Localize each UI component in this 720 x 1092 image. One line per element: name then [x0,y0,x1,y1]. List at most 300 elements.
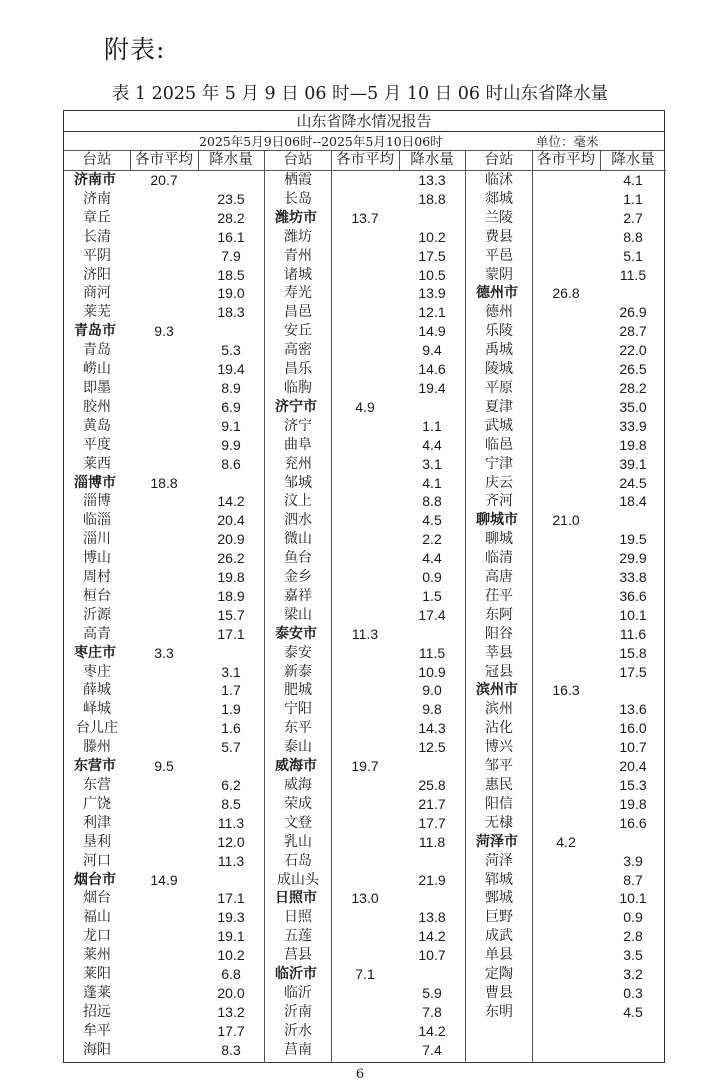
city-average [331,814,399,833]
precipitation-value: 6.9 [221,398,241,415]
city-row [466,833,666,852]
city-average [532,814,600,833]
precipitation-value: 19.8 [619,436,647,453]
station-name: 青州 [284,247,312,264]
city-average [130,568,198,587]
column-group-3 [466,151,666,1063]
station-row [466,795,666,814]
station-row [265,719,465,738]
station-row [265,776,465,795]
station-name: 烟台 [83,890,111,907]
city-average [130,341,198,360]
station-name: 淄博市 [74,474,116,491]
station-row [64,266,264,285]
city-average: 9.5 [154,758,174,775]
station-row [265,908,465,927]
column-group-1 [64,151,264,1063]
station-row [265,568,465,587]
station-row [265,303,465,322]
city-average [331,568,399,587]
station-row [265,455,465,474]
station-name: 宁阳 [284,701,312,718]
precipitation-value: 3.2 [623,966,643,983]
station-name: 周村 [83,569,111,586]
header-precipitation: 降水量 [410,152,454,168]
precipitation-value: 8.9 [221,379,241,396]
station-row [466,719,666,738]
city-average [130,398,198,417]
precipitation-value [399,889,465,908]
city-average [331,946,399,965]
station-row [64,549,264,568]
station-name: 沂南 [284,1003,312,1020]
city-row [64,171,264,190]
city-average [532,738,600,757]
city-row [265,398,465,417]
precipitation-value: 4.4 [422,436,442,453]
city-average [532,360,600,379]
city-average [130,455,198,474]
station-name: 博山 [83,550,111,567]
station-name: 枣庄 [83,663,111,680]
city-average [130,360,198,379]
station-row [466,266,666,285]
station-name: 文登 [284,814,312,831]
station-name: 东平 [284,720,312,737]
city-average [532,625,600,644]
station-name: 阳谷 [485,625,513,642]
station-row [265,549,465,568]
station-name: 临沭 [485,172,513,188]
city-row [64,644,264,663]
city-average [532,322,600,341]
station-row [265,417,465,436]
precipitation-value: 20.9 [217,531,245,548]
city-average [130,663,198,682]
precipitation-value [399,209,465,228]
station-name: 滨州市 [476,682,518,699]
precipitation-value: 17.5 [418,247,446,264]
precipitation-value [399,965,465,984]
city-average [331,322,399,341]
city-average [130,965,198,984]
station-name: 临邑 [485,436,513,453]
precipitation-value: 16.6 [619,814,647,831]
station-row [64,965,264,984]
station-row [64,700,264,719]
station-row [64,946,264,965]
city-average [331,341,399,360]
station-row [466,341,666,360]
station-row [265,341,465,360]
city-average [130,190,198,209]
station-name: 龙口 [83,928,111,945]
header-city-average: 各市平均 [336,152,394,168]
station-name: 峄城 [83,701,111,718]
city-average [331,1003,399,1022]
station-row [265,984,465,1003]
precipitation-value: 28.2 [619,379,647,396]
city-average [331,190,399,209]
city-average [331,927,399,946]
station-name: 滨州 [485,701,513,718]
precipitation-value: 14.3 [418,720,446,737]
city-average [331,738,399,757]
station-row [64,587,264,606]
precipitation-value: 10.7 [418,947,446,964]
station-name: 沂水 [284,1022,312,1039]
precipitation-value: 17.7 [217,1022,245,1039]
station-name: 临沂 [284,984,312,1001]
city-average: 16.3 [552,682,580,699]
city-average [331,908,399,927]
station-name: 莘县 [485,644,513,661]
precipitation-value: 1.1 [422,417,442,434]
precipitation-value: 1.1 [623,190,643,207]
station-row [466,379,666,398]
station-row [265,871,465,890]
station-name: 济宁 [284,417,312,434]
station-row [265,644,465,663]
station-row [64,455,264,474]
station-name: 兰陵 [485,209,513,226]
station-row [466,360,666,379]
station-row [265,511,465,530]
city-row [466,681,666,700]
city-average [532,644,600,663]
city-average [130,719,198,738]
city-average [130,700,198,719]
station-row [466,549,666,568]
city-average [130,1003,198,1022]
station-name: 成山头 [277,871,319,888]
precipitation-value: 2.7 [623,209,643,226]
city-average [532,776,600,795]
city-average [130,795,198,814]
station-row [265,228,465,247]
station-name: 淄博 [83,493,111,510]
station-name: 郓城 [485,871,513,888]
station-row [466,927,666,946]
city-average [130,738,198,757]
station-name: 乳山 [284,833,312,850]
precipitation-value: 1.7 [221,682,241,699]
precipitation-value [399,398,465,417]
station-name: 长清 [83,228,111,245]
station-name: 蒙阴 [485,266,513,283]
station-row [466,852,666,871]
city-average [532,852,600,871]
station-row [265,379,465,398]
station-name: 无棣 [485,814,513,831]
precipitation-value: 9.0 [422,682,442,699]
city-average: 11.3 [351,625,379,642]
city-average [331,436,399,455]
city-average [130,530,198,549]
station-name: 临沂市 [275,966,317,983]
city-average [532,417,600,436]
station-row [64,492,264,511]
station-name: 潍坊 [284,228,312,245]
station-row [64,398,264,417]
city-average [130,266,198,285]
station-row [265,360,465,379]
station-row [64,341,264,360]
station-row [265,606,465,625]
station-row [466,587,666,606]
station-divider [331,151,332,1063]
precipitation-value: 6.8 [221,966,241,983]
station-name: 陵城 [485,361,513,378]
station-row [265,266,465,285]
city-average [532,719,600,738]
precipitation-value: 13.9 [418,285,446,302]
precipitation-value: 14.2 [217,493,245,510]
precipitation-value: 19.0 [217,285,245,302]
precipitation-value: 0.9 [422,569,442,586]
station-name: 平原 [485,379,513,396]
precipitation-value: 14.2 [418,928,446,945]
station-row [64,681,264,700]
precipitation-value: 9.9 [221,436,241,453]
city-average [532,757,600,776]
precipitation-value [600,511,666,530]
station-name: 新泰 [284,663,312,680]
station-name: 莒县 [284,947,312,964]
city-average [532,663,600,682]
city-average [130,228,198,247]
report-period: 2025年5月9日06时--2025年5月10日06时 [199,134,443,149]
station-row [466,398,666,417]
city-average [331,228,399,247]
city-average [331,549,399,568]
city-average [532,171,600,190]
city-average [331,1041,399,1060]
city-average [130,303,198,322]
station-row [466,908,666,927]
station-row [265,171,465,190]
header-cell-divider [399,151,400,171]
station-row [466,568,666,587]
precipitation-value: 20.0 [217,984,245,1001]
station-row [466,171,666,190]
precipitation-value: 13.2 [217,1003,245,1020]
column-divider [264,151,265,1063]
city-average: 7.1 [355,966,375,983]
station-row [466,889,666,908]
station-name: 宁津 [485,455,513,472]
station-name: 邹平 [485,758,513,775]
station-row [466,436,666,455]
precipitation-value: 10.9 [418,663,446,680]
station-row [64,738,264,757]
station-name: 泰安 [284,644,312,661]
city-average: 3.3 [154,644,174,661]
city-average [331,284,399,303]
station-name: 临清 [485,550,513,567]
rows-group-1 [64,171,264,1060]
station-row [64,568,264,587]
precipitation-value: 23.5 [217,190,245,207]
station-divider [532,151,533,1063]
precipitation-value: 5.3 [221,342,241,359]
precipitation-value: 3.1 [422,455,442,472]
station-row [265,814,465,833]
station-name: 蓬莱 [83,984,111,1001]
precipitation-value [198,757,264,776]
station-name: 临淄 [83,512,111,529]
city-average [532,1003,600,1022]
precipitation-value: 3.1 [221,663,241,680]
station-name: 高密 [284,342,312,359]
station-name: 成武 [485,928,513,945]
header-city-average: 各市平均 [135,152,193,168]
city-average [331,492,399,511]
station-row [64,795,264,814]
city-average [331,171,399,190]
station-name: 齐河 [485,493,513,510]
station-row [265,1003,465,1022]
station-name: 诸城 [284,266,312,283]
city-average [130,492,198,511]
city-average [130,379,198,398]
precipitation-value: 11.3 [217,852,245,869]
header-city-average: 各市平均 [537,152,595,168]
city-average [331,776,399,795]
precipitation-value: 26.9 [619,304,647,321]
city-average [331,587,399,606]
city-average [331,379,399,398]
station-name: 阳信 [485,795,513,812]
precipitation-value: 33.8 [619,569,647,586]
page-number: 6 [355,1067,365,1082]
precipitation-value: 6.2 [221,777,241,793]
city-average [532,946,600,965]
city-row [466,284,666,303]
precipitation-value: 19.1 [217,928,245,945]
precipitation-value: 20.4 [619,758,647,775]
header-precipitation: 降水量 [611,152,655,168]
city-average [331,984,399,1003]
city-average [331,606,399,625]
station-name: 泰山 [284,739,312,756]
city-average [130,417,198,436]
station-name: 崂山 [83,361,111,378]
station-row [64,530,264,549]
precipitation-value: 19.8 [619,795,647,812]
station-name: 淄川 [83,531,111,548]
station-name: 肥城 [284,682,312,699]
station-name: 桓台 [83,587,111,604]
city-average [532,606,600,625]
precipitation-value: 18.5 [217,266,245,283]
city-average [130,625,198,644]
station-row [64,436,264,455]
station-name: 滕州 [83,739,111,756]
precipitation-value: 36.6 [619,587,647,604]
station-name: 莱阳 [83,966,111,983]
precipitation-value: 16.0 [619,720,647,737]
station-name: 郯城 [485,190,513,207]
column-header-2 [265,151,465,171]
city-average [532,965,600,984]
city-average [532,379,600,398]
station-name: 夏津 [485,398,513,415]
attachment-label: 附表: [104,35,166,64]
station-row [466,228,666,247]
city-average [130,946,198,965]
station-name: 台儿庄 [76,720,118,737]
precipitation-value: 9.8 [422,701,442,718]
precipitation-value: 14.9 [418,323,446,340]
precipitation-value: 4.1 [422,474,442,491]
station-row [265,833,465,852]
station-row [466,644,666,663]
precipitation-value: 18.3 [217,304,245,321]
station-row [466,455,666,474]
station-name: 东营 [83,777,111,793]
precipitation-value: 24.5 [619,474,647,491]
station-name: 东营市 [74,758,116,775]
station-row [64,927,264,946]
station-name: 莱州 [83,947,111,964]
station-name: 牟平 [83,1022,111,1039]
station-row [64,209,264,228]
precipitation-value: 4.5 [623,1003,643,1020]
city-average [331,417,399,436]
station-name: 莱西 [83,455,111,472]
precipitation-value: 0.9 [623,909,643,926]
station-name: 兖州 [284,455,312,472]
station-name: 博兴 [485,739,513,756]
city-average: 4.2 [556,833,576,850]
station-name: 鱼台 [284,550,312,567]
precipitation-value: 35.0 [619,398,647,415]
city-average: 9.3 [154,323,174,340]
station-row [466,738,666,757]
station-name: 高青 [83,625,111,642]
header-station: 台站 [82,152,112,168]
precipitation-value: 19.4 [217,361,245,378]
station-name: 日照市 [275,890,317,907]
precipitation-value: 20.4 [217,512,245,529]
city-average [532,209,600,228]
precipitation-value [198,474,264,493]
precipitation-value: 28.2 [217,209,245,226]
city-average [532,889,600,908]
station-row [466,700,666,719]
precipitation-value: 26.2 [217,550,245,567]
station-name: 威海 [284,777,312,793]
station-name: 邹城 [284,474,312,491]
precipitation-value: 12.5 [418,739,446,756]
city-row [265,965,465,984]
precipitation-value [198,171,264,190]
city-average [130,284,198,303]
city-average [130,984,198,1003]
station-name: 昌乐 [284,361,312,378]
station-name: 潍坊市 [275,209,317,226]
station-row [466,663,666,682]
precipitation-value: 5.9 [422,984,442,1001]
station-name: 青岛 [83,342,111,359]
precipitation-value: 29.9 [619,550,647,567]
header-cell-divider [198,151,199,171]
station-name: 济阳 [83,266,111,283]
station-row [265,946,465,965]
city-average [331,871,399,890]
precipitation-value: 19.8 [217,569,245,586]
